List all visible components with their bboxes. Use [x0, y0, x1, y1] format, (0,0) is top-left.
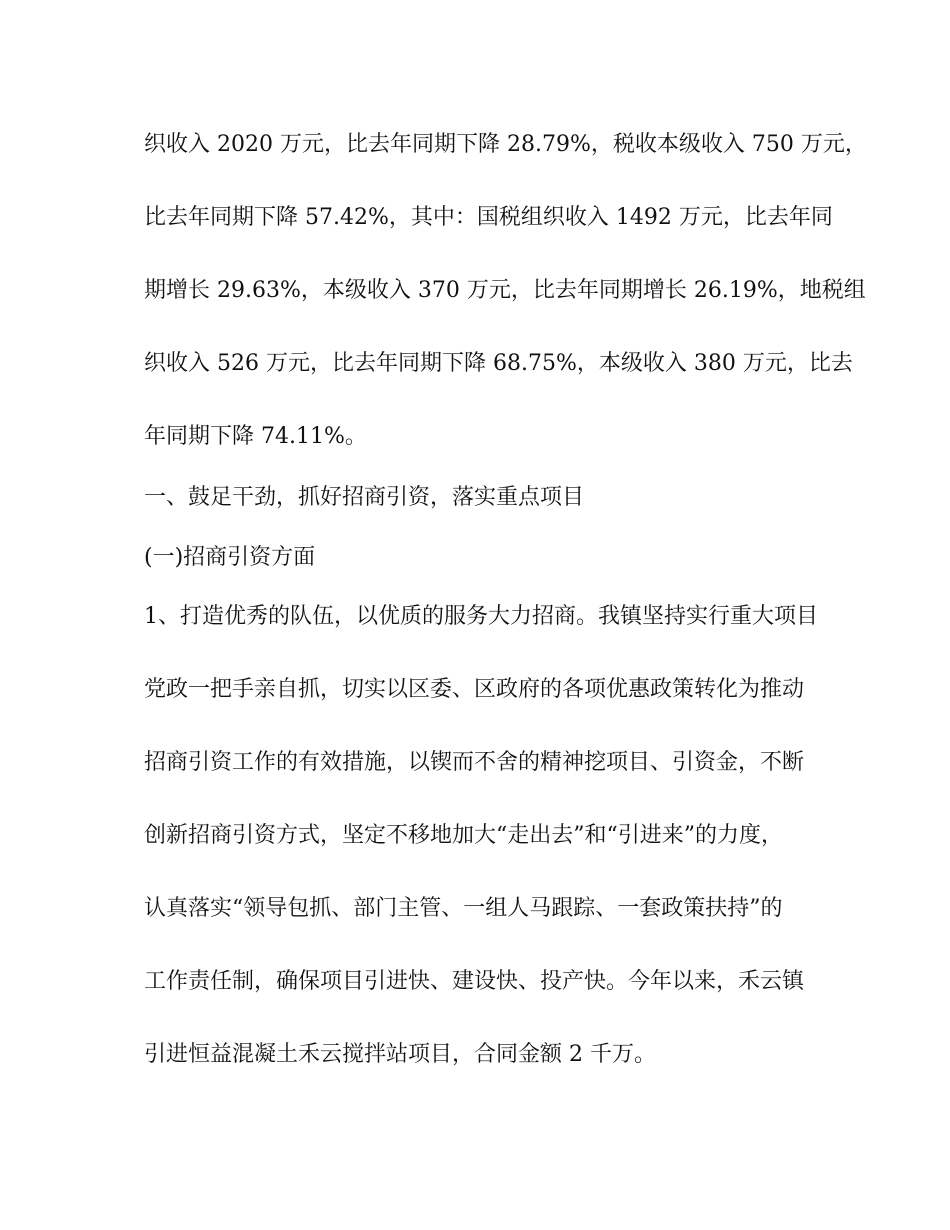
paragraph-line-13: 工作责任制，确保项目引进快、建设快、投产快。今年以来，禾云镇: [144, 969, 805, 994]
paragraph-line-10: 招商引资工作的有效措施，以锲而不舍的精神挖项目、引资金，不断: [144, 750, 805, 775]
paragraph-line-2: 比去年同期下降 57.42%，其中：国税组织收入 1492 万元，比去年同: [144, 205, 833, 230]
paragraph-line-12: 认真落实“领导包抓、部门主管、一组人马跟踪、一套政策扶持”的: [144, 896, 783, 921]
paragraph-line-8: 1、打造优秀的队伍，以优质的服务大力招商。我镇坚持实行重大项目: [144, 604, 818, 629]
paragraph-line-4: 织收入 526 万元，比去年同期下降 68.75%，本级收入 380 万元，比去: [144, 351, 853, 376]
paragraph-line-14: 引进恒益混凝土禾云搅拌站项目，合同金额 2 千万。: [144, 1042, 656, 1067]
subsection-heading: (一)招商引资方面: [144, 545, 316, 570]
paragraph-line-5: 年同期下降 74.11%。: [144, 424, 367, 449]
paragraph-line-1: 织收入 2020 万元，比去年同期下降 28.79%，税收本级收入 750 万元，: [144, 132, 867, 157]
section-heading: 一、鼓足干劲，抓好招商引资，落实重点项目: [144, 485, 585, 510]
paragraph-line-3: 期增长 29.63%，本级收入 370 万元，比去年同期增长 26.19%，地税组: [144, 278, 866, 303]
paragraph-line-9: 党政一把手亲自抓，切实以区委、区政府的各项优惠政策转化为推动: [144, 677, 805, 702]
paragraph-line-11: 创新招商引资方式，坚定不移地加大“走出去”和“引进来”的力度，: [144, 823, 783, 848]
